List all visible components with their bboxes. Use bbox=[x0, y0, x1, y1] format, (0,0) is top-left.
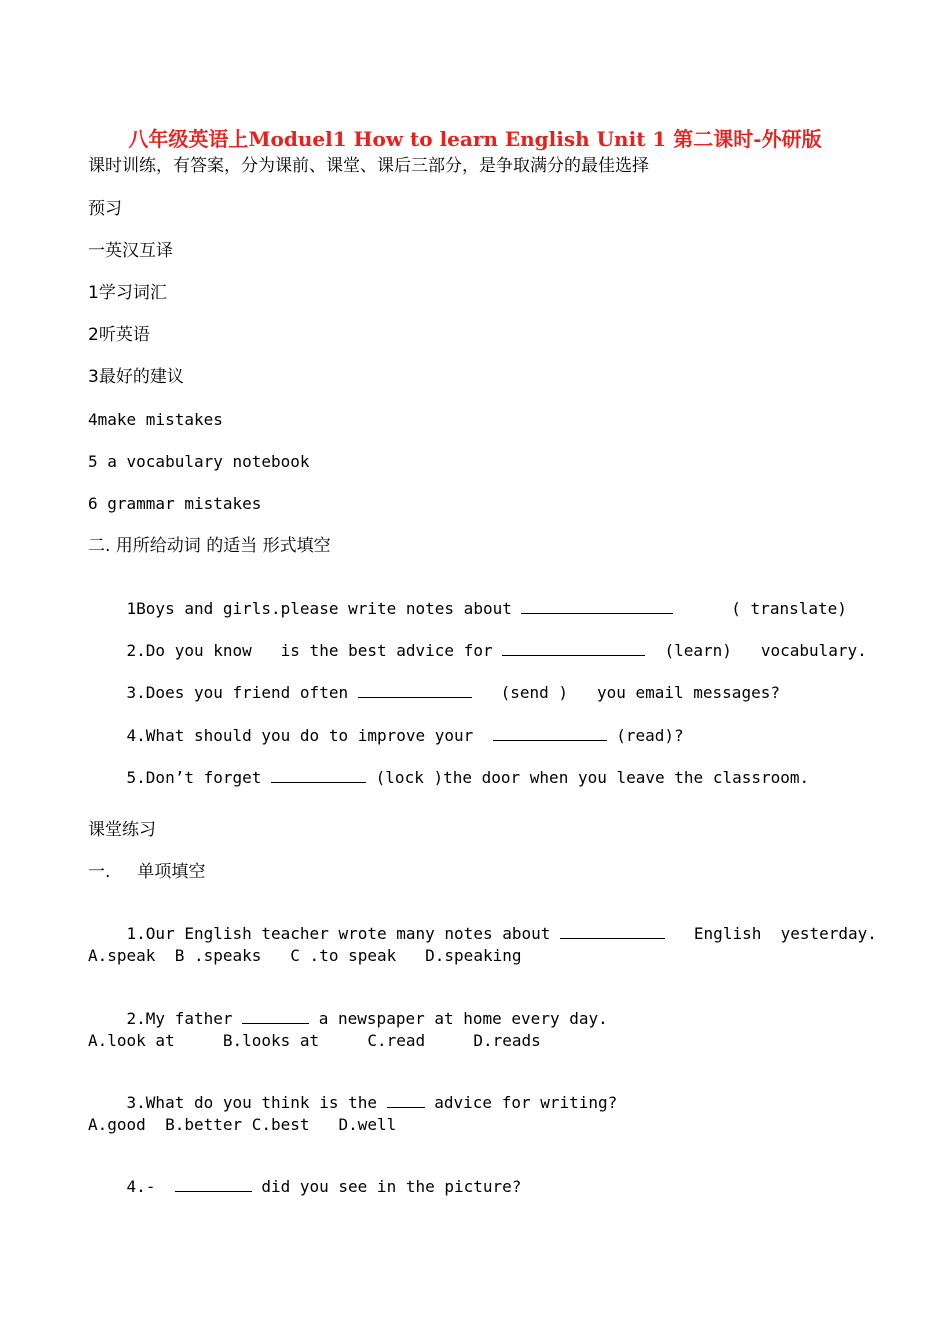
question-text: a newspaper at home every day. bbox=[309, 1009, 608, 1028]
question-text: 1.Our English teacher wrote many notes about bbox=[126, 924, 561, 943]
translation-item-3: 3最好的建议 bbox=[88, 367, 184, 387]
mc-question-4 bbox=[88, 1157, 521, 1217]
question-text: (learn) vocabulary. bbox=[645, 641, 867, 660]
question-text: (send ) you email messages? bbox=[471, 683, 780, 702]
mc-options-2: A.look at B.looks at C.read D.reads bbox=[88, 1031, 541, 1050]
question-text: English yesterday. bbox=[665, 924, 877, 943]
translation-item-1: 1学习词汇 bbox=[88, 283, 167, 303]
translation-item-2: 2听英语 bbox=[88, 325, 150, 345]
question-text: 4.What should you do to improve your bbox=[126, 726, 493, 745]
question-text: 2.Do you know is the best advice for bbox=[126, 641, 503, 660]
answer-blank bbox=[493, 726, 607, 741]
question-text: 1Boys and girls.please write notes about bbox=[126, 599, 522, 618]
part-heading-verb-forms: 二. 用所给动词 的适当 形式填空 bbox=[88, 536, 331, 556]
answer-blank bbox=[502, 641, 645, 656]
mc-options-1: A.speak B .speaks C .to speak D.speaking bbox=[88, 946, 522, 965]
mc-options-3: A.good B.better C.best D.well bbox=[88, 1115, 397, 1134]
answer-blank bbox=[175, 1177, 252, 1192]
question-text: ( translate) bbox=[673, 599, 847, 618]
answer-blank bbox=[560, 924, 665, 939]
question-text: 5.Don’t forget bbox=[126, 768, 272, 787]
question-text: 3.Does you friend often bbox=[126, 683, 358, 702]
translation-item-4: 4make mistakes bbox=[88, 410, 223, 429]
verb-question-5 bbox=[88, 748, 809, 808]
question-text: did you see in the picture? bbox=[251, 1177, 522, 1196]
document-subtitle: 课时训练，有答案，分为课前、课堂、课后三部分，是争取满分的最佳选择 bbox=[88, 156, 649, 176]
part-heading-multiple-choice: 一. 单项填空 bbox=[88, 862, 206, 882]
question-text: 4.- bbox=[126, 1177, 175, 1196]
answer-blank bbox=[521, 599, 673, 614]
section-heading-classroom: 课堂练习 bbox=[88, 820, 156, 840]
document-title: 八年级英语上Moduel1 How to learn English Unit 1 第二课时-外研版 bbox=[128, 127, 822, 151]
answer-blank bbox=[358, 683, 472, 698]
answer-blank bbox=[271, 768, 366, 783]
answer-blank bbox=[242, 1009, 309, 1024]
question-text: 2.My father bbox=[126, 1009, 243, 1028]
question-text: 3.What do you think is the bbox=[126, 1093, 387, 1112]
section-heading-preview: 预习 bbox=[88, 199, 122, 219]
part-heading-translation: 一英汉互译 bbox=[88, 241, 173, 261]
question-text: advice for writing? bbox=[424, 1093, 618, 1112]
translation-item-5: 5 a vocabulary notebook bbox=[88, 452, 310, 471]
question-text: (lock )the door when you leave the classroom. bbox=[366, 768, 810, 787]
translation-item-6: 6 grammar mistakes bbox=[88, 494, 262, 513]
answer-blank bbox=[387, 1093, 425, 1108]
question-text: (read)? bbox=[606, 726, 684, 745]
